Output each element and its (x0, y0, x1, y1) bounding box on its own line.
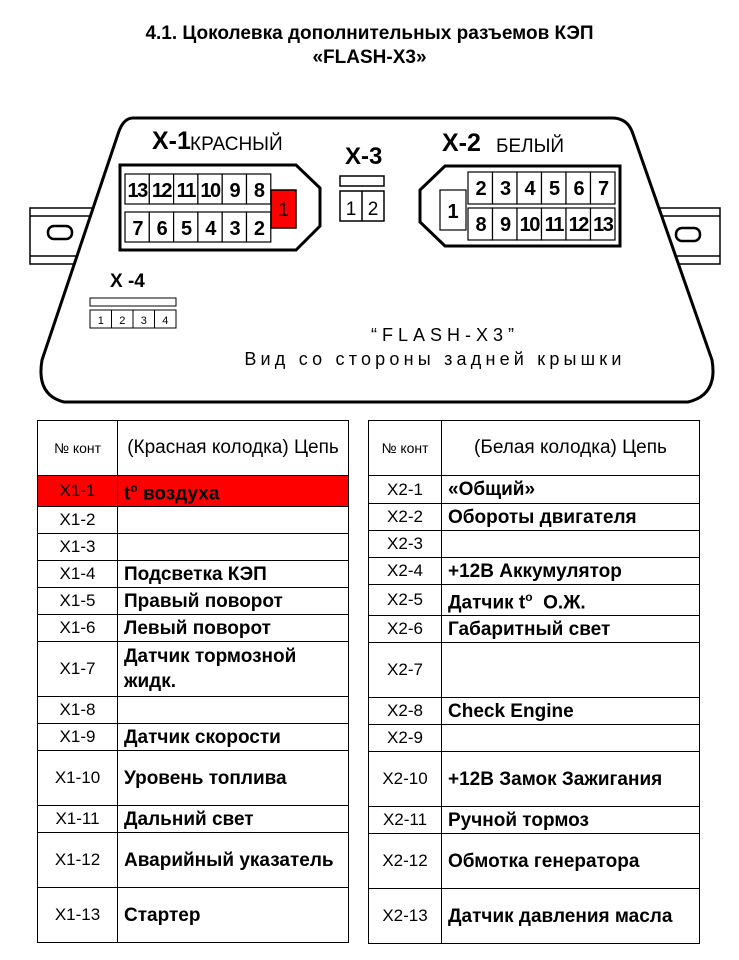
circuit-text-rest: О.Ж. (532, 592, 586, 614)
circuit-cell (118, 697, 349, 724)
white-connector-table (368, 420, 700, 944)
x1-pin-bottom-0: 7 (132, 218, 142, 240)
right-header-circuit: (Белая колодка) Цепь (442, 421, 700, 476)
red-connector-table (37, 420, 349, 943)
circuit-text-rest: воздуха (137, 483, 220, 505)
pin-cell: X1-1 (38, 476, 118, 507)
pin-cell: X2-3 (369, 531, 442, 558)
pin-cell: X1-4 (38, 561, 118, 588)
x3-pin-2: 2 (367, 199, 379, 220)
table-row (38, 833, 349, 888)
table-row (38, 615, 349, 642)
circuit-text: +12В Замок Зажигания (448, 768, 663, 790)
pin-cell: X1-2 (38, 507, 118, 534)
table-row (38, 534, 349, 561)
x2-pin-bottom-0: 8 (475, 214, 486, 236)
pin-cell: X1-8 (38, 697, 118, 724)
x4-pin-row (90, 310, 176, 328)
table-row (369, 643, 700, 698)
circuit-cell (442, 643, 700, 698)
circuit-cell (118, 833, 349, 888)
pin-cell: X2-12 (369, 834, 442, 889)
table-row (369, 698, 700, 725)
pin-cell: X1-7 (38, 642, 118, 697)
x2-pin-top-2: 4 (524, 178, 535, 200)
x1-pin-bottom-2: 5 (180, 218, 191, 240)
circuit-text: Обороты двигателя (448, 506, 637, 528)
x3-pin-1: 1 (345, 199, 357, 220)
table-row (369, 476, 700, 504)
x1-pin-bottom-3: 4 (205, 218, 215, 240)
circuit-text: Аварийный указатель (124, 849, 334, 871)
x2-pin-bottom-4: 12 (568, 214, 588, 236)
circuit-text: Левый поворот (124, 617, 271, 639)
table-row (38, 697, 349, 724)
circuit-cell (442, 698, 700, 725)
view-caption: Вид со стороны задней крышки (244, 349, 626, 369)
circuit-cell (442, 752, 700, 807)
right-header-pin: № конт (369, 421, 442, 476)
table-row (38, 588, 349, 615)
x4-pin-3: 4 (162, 315, 169, 327)
circuit-text: Подсветка КЭП (124, 563, 267, 585)
title-line-2: «FLASH-X3» (312, 47, 427, 68)
table-row (38, 642, 349, 697)
circuit-cell (118, 534, 349, 561)
circuit-cell (442, 725, 700, 752)
table-row (38, 751, 349, 806)
circuit-cell (118, 561, 349, 588)
circuit-text: Уровень топлива (124, 767, 287, 789)
table-row (38, 888, 349, 943)
x2-pin-1: 1 (447, 201, 459, 223)
x1-pin-1: 1 (278, 200, 289, 221)
circuit-cell (442, 616, 700, 643)
circuit-text: Габаритный свет (448, 618, 611, 640)
table-row (369, 889, 700, 944)
table-row (38, 476, 349, 507)
circuit-cell (442, 585, 700, 616)
x4-pin-0: 1 (97, 315, 104, 327)
table-row (369, 558, 700, 585)
circuit-cell (118, 724, 349, 751)
circuit-text: +12В Аккумулятор (448, 560, 622, 582)
circuit-text: «Общий» (448, 479, 536, 500)
circuit-cell (118, 888, 349, 943)
pin-cell: X2-1 (369, 476, 442, 504)
table-row (369, 834, 700, 889)
left-header-circuit: (Красная колодка) Цепь (118, 421, 349, 476)
circuit-cell (442, 476, 700, 504)
pin-cell: X1-3 (38, 534, 118, 561)
pin-cell: X2-6 (369, 616, 442, 643)
x1-pin-bottom-1: 6 (156, 218, 167, 240)
pin-cell: X1-10 (38, 751, 118, 806)
circuit-cell (442, 504, 700, 531)
x1-pin-top-2: 11 (176, 180, 195, 202)
table-row (369, 616, 700, 643)
circuit-text: Датчик скорости (124, 726, 281, 748)
circuit-cell (118, 615, 349, 642)
degree-superscript: o (130, 481, 138, 495)
x1-pin-bottom-4: 3 (229, 218, 240, 240)
x2-color-label: БЕЛЫЙ (496, 136, 565, 157)
table-row (369, 531, 700, 558)
circuit-cell (118, 806, 349, 833)
x2-pin-bottom-1: 9 (499, 214, 510, 236)
pin-cell: X2-13 (369, 889, 442, 944)
device-name: “FLASH-X3” (370, 325, 520, 345)
pin-cell: X2-10 (369, 752, 442, 807)
circuit-cell (118, 751, 349, 806)
x2-pin-top-3: 5 (548, 178, 559, 200)
circuit-text: Обмотка генератора (448, 850, 640, 872)
x1-pin-top-3: 10 (200, 180, 220, 202)
x2-pin-top-0: 2 (475, 178, 486, 200)
circuit-text: Правый поворот (124, 590, 283, 612)
pin-cell: X1-6 (38, 615, 118, 642)
table-row (369, 725, 700, 752)
pin-cell: X2-11 (369, 807, 442, 834)
circuit-cell (442, 531, 700, 558)
pin-cell: X1-13 (38, 888, 118, 943)
circuit-text: Датчик давления масла (448, 905, 673, 927)
table-row (38, 561, 349, 588)
pin-cell: X2-9 (369, 725, 442, 752)
x2-label: X-2 (442, 129, 481, 157)
pin-cell: X2-7 (369, 643, 442, 698)
pin-cell: X2-8 (369, 698, 442, 725)
degree-superscript: o (525, 590, 533, 604)
x3-label: X-3 (345, 143, 383, 170)
circuit-cell (118, 588, 349, 615)
x2-pin-top-4: 6 (573, 178, 584, 200)
pin-cell: X1-11 (38, 806, 118, 833)
circuit-text: Дальний свет (124, 808, 254, 830)
circuit-text: Стартер (124, 904, 201, 926)
title-line-1: 4.1. Цоколевка дополнительных разъемов КЭП (145, 23, 594, 44)
x1-pin-top-1: 12 (151, 180, 172, 202)
x4-pin-1: 2 (119, 315, 126, 327)
circuit-text: Датчик t (448, 592, 526, 614)
table-row (38, 507, 349, 534)
table-row (369, 752, 700, 807)
table-row (369, 504, 700, 531)
table-row (369, 585, 700, 616)
pin-cell: X2-5 (369, 585, 442, 616)
table-row (38, 724, 349, 751)
x2-pin-bottom-3: 11 (544, 214, 563, 236)
x1-pin-top-5: 8 (253, 180, 264, 202)
circuit-text: Датчик тормозной жидк. (124, 646, 297, 693)
pin-cell: X2-2 (369, 504, 442, 531)
pin-cell: X2-4 (369, 558, 442, 585)
pin-cell: X1-9 (38, 724, 118, 751)
table-row (38, 806, 349, 833)
x2-pin-top-1: 3 (499, 178, 510, 200)
pin-cell: X1-5 (38, 588, 118, 615)
x2-pin-bottom-2: 10 (519, 214, 539, 236)
x4-pin-2: 3 (140, 315, 147, 327)
circuit-cell (118, 507, 349, 534)
connector-diagram (0, 0, 739, 415)
x2-pin-top-5: 7 (597, 178, 608, 200)
x1-color-label: КРАСНЫЙ (190, 134, 283, 155)
x1-pin-top-0: 13 (127, 180, 147, 202)
x4-label: X -4 (110, 271, 145, 292)
x1-pin-top-4: 9 (229, 180, 240, 202)
pin-cell: X1-12 (38, 833, 118, 888)
circuit-cell (118, 476, 349, 507)
x1-pin-bottom-5: 2 (253, 218, 264, 240)
left-header-pin: № конт (38, 421, 118, 476)
circuit-cell (442, 889, 700, 944)
circuit-text: Ручной тормоз (448, 809, 589, 831)
circuit-cell (118, 642, 349, 697)
table-row (369, 807, 700, 834)
circuit-cell (442, 834, 700, 889)
circuit-cell (442, 558, 700, 585)
x2-pin-bottom-5: 13 (593, 214, 613, 236)
circuit-cell (442, 807, 700, 834)
circuit-text: t (124, 483, 131, 505)
circuit-text: Check Engine (448, 700, 574, 722)
x1-label: X-1 (152, 127, 191, 155)
